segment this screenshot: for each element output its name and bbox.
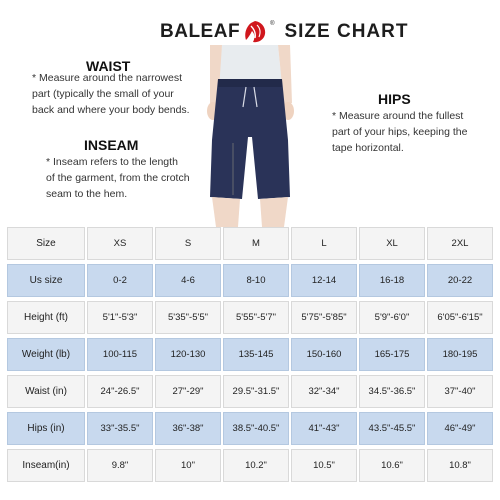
table-cell: 32"-34" [291,375,357,408]
table-cell: 5'55"-5'7" [223,301,289,334]
table-cell: 27"-29" [155,375,221,408]
table-row [7,375,493,408]
table-cell: S [155,227,221,260]
table-cell: 12-14 [291,264,357,297]
table-cell: 5'75"-5'85" [291,301,357,334]
leaf-logo-icon [242,19,268,45]
waist-line: part (typically the small of your [32,88,174,100]
table-cell: 10.8" [427,449,493,482]
table-row [7,227,493,260]
table-cell: 43.5"-45.5" [359,412,425,445]
table-cell: 33"-35.5" [87,412,153,445]
brand-name: BALEAF [160,21,241,42]
table-cell: 5'35"-5'5" [155,301,221,334]
table-cell: 9.8" [87,449,153,482]
table-cell: 10.6" [359,449,425,482]
row-label: Weight (lb) [7,338,85,371]
waist-line: back and where your body bends. [32,104,190,116]
table-cell: 120-130 [155,338,221,371]
row-label: Inseam(in) [7,449,85,482]
table-cell: 29.5"-31.5" [223,375,289,408]
waist-title: WAIST [86,58,131,74]
table-cell: 37"-40" [427,375,493,408]
table-cell: 24"-26.5" [87,375,153,408]
hips-description [332,108,492,156]
row-label: Size [7,227,85,260]
table-cell: 38.5"-40.5" [223,412,289,445]
table-cell: 10" [155,449,221,482]
hips-line: part of your hips, keeping the [332,126,468,138]
table-cell: 135-145 [223,338,289,371]
inseam-description [46,154,226,202]
table-cell: 5'1"-5'3" [87,301,153,334]
table-row [7,264,493,297]
table-cell: 2XL [427,227,493,260]
row-label: Height (ft) [7,301,85,334]
table-cell: 150-160 [291,338,357,371]
table-cell: 5'9"-6'0" [359,301,425,334]
inseam-line: seam to the hem. [46,188,128,200]
inseam-line: of the garment, from the crotch [46,172,190,184]
table-cell: XS [87,227,153,260]
row-label: Hips (in) [7,412,85,445]
table-row [7,301,493,334]
table-cell: 16-18 [359,264,425,297]
table-cell: 10.5" [291,449,357,482]
hips-line: * Measure around the fullest [332,110,464,122]
row-label: Us size [7,264,85,297]
table-cell: 8-10 [223,264,289,297]
table-cell: L [291,227,357,260]
inseam-line: * Inseam refers to the length [46,156,178,168]
table-row [7,412,493,445]
table-row [7,449,493,482]
table-cell: M [223,227,289,260]
table-cell: 10.2" [223,449,289,482]
inseam-title: INSEAM [84,137,139,153]
table-row [7,338,493,371]
waist-description [32,70,212,118]
table-cell: 41"-43" [291,412,357,445]
table-cell: 4-6 [155,264,221,297]
waist-line: * Measure around the narrowest [32,72,182,84]
table-cell: 100-115 [87,338,153,371]
table-cell: 46"-49" [427,412,493,445]
chart-title: SIZE CHART [284,21,409,42]
table-cell: 180-195 [427,338,493,371]
size-table [5,223,495,486]
row-label: Waist (in) [7,375,85,408]
trademark-symbol: ® [270,21,275,27]
table-cell: 6'05"-6'15" [427,301,493,334]
table-cell: 165-175 [359,338,425,371]
table-cell: 20-22 [427,264,493,297]
table-cell: XL [359,227,425,260]
hips-title: HIPS [378,91,411,107]
table-cell: 0-2 [87,264,153,297]
model-in-shorts-image [200,45,300,227]
hips-line: tape horizontal. [332,142,404,154]
table-cell: 36"-38" [155,412,221,445]
table-cell: 34.5"-36.5" [359,375,425,408]
